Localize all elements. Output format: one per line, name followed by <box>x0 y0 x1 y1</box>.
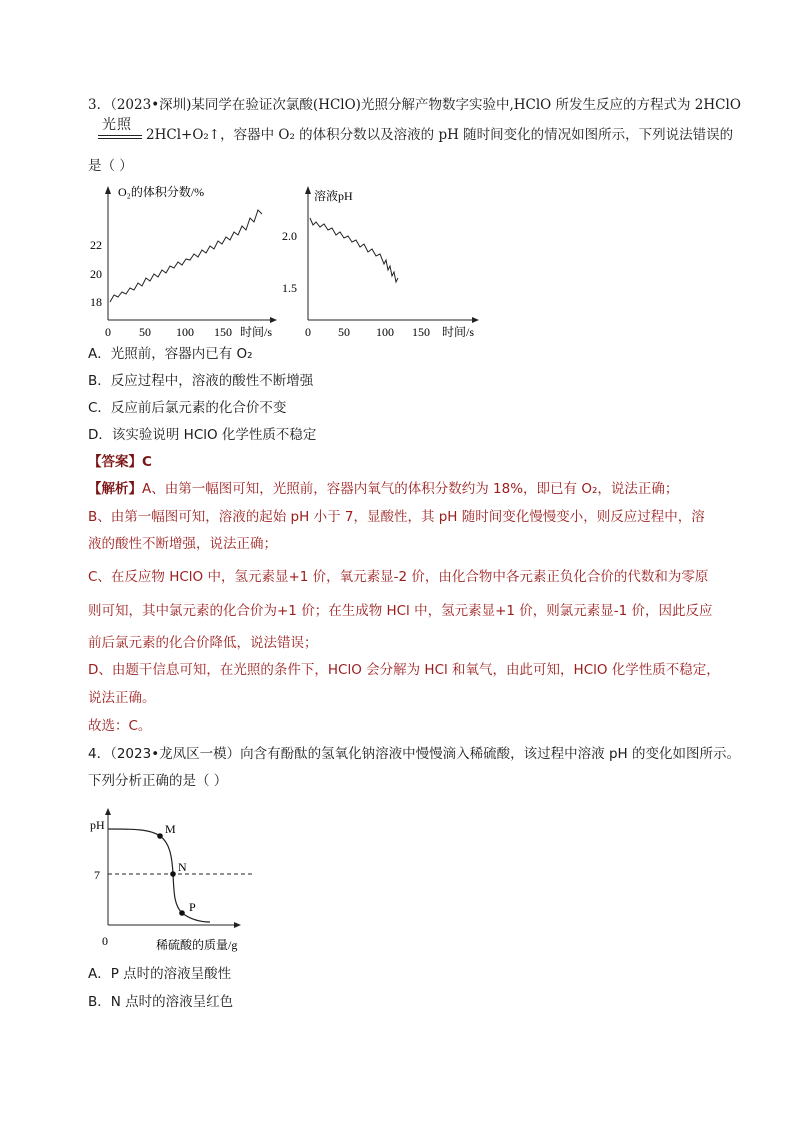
point-m-label: M <box>165 822 176 836</box>
q3-option-a[interactable]: A．光照前，容器内已有 O₂ <box>88 346 253 362</box>
y-tick-2-0: 2.0 <box>282 229 297 243</box>
answer-tag: 【答案】 <box>88 454 142 470</box>
x-tick-50: 50 <box>338 325 350 339</box>
y-axis-arrow <box>305 186 311 194</box>
y-axis-label: O₂的体积分数/% <box>118 185 205 199</box>
point-m-marker <box>157 833 163 839</box>
q4-stem-line1: 4．（2023•龙凤区一模）向含有酚酞的氢氧化钠溶液中慢慢滴入稀硫酸，该过程中溶液 pH 的变化如图所示。 <box>88 746 740 762</box>
analysis-line-5: 则可知，其中氯元素的化合价为+1 价；在生成物 HCl 中，氢元素显+1 价，则氯元素显-1 价，因此反应 <box>88 603 713 619</box>
x-axis-label: 时间/s <box>442 325 475 339</box>
x-axis-arrow <box>234 922 241 928</box>
analysis-line-3: 液的酸性不断增强，说法正确； <box>88 536 277 552</box>
analysis-line-6: 前后氯元素的化合价降低，说法错误； <box>88 635 318 651</box>
x-tick-150: 150 <box>412 325 430 339</box>
q3-option-c[interactable]: C．反应前后氯元素的化合价不变 <box>88 400 287 416</box>
reaction-condition: 光照 <box>102 117 132 133</box>
q4-stem-line2: 下列分析正确的是（ ） <box>88 773 228 789</box>
point-n-label: N <box>178 860 187 874</box>
x-axis-label: 时间/s <box>240 325 273 339</box>
point-p-marker <box>179 910 185 916</box>
x-tick-100: 100 <box>376 325 394 339</box>
x-tick-0: 0 <box>305 325 311 339</box>
reaction-arrow-line <box>98 135 142 136</box>
reaction-arrow-line-2 <box>98 138 142 139</box>
point-p-label: P <box>189 900 196 914</box>
answer-value: C <box>142 454 152 470</box>
q3-stem-line1: 3．（2023•深圳)某同学在验证次氯酸(HClO)光照分解产物数字实验中,HClO 所发生反应的方程式为 2HClO <box>88 97 741 113</box>
ph-series-line <box>310 218 398 282</box>
analysis-line-7: D、由题干信息可知，在光照的条件下，HClO 会分解为 HCl 和氧气，由此可知，HClO 化学性质不稳定， <box>88 662 720 678</box>
x-tick-50: 50 <box>139 325 151 339</box>
x-tick-0: 0 <box>105 325 111 339</box>
y-axis-label: pH <box>90 818 105 832</box>
analysis-line-2: B、由第一幅图可知，溶液的起始 pH 小于 7，显酸性，其 pH 随时间变化慢慢变小，则反应过程中，溶 <box>88 509 705 525</box>
x-axis-arrow <box>472 317 479 323</box>
analysis-line-4: C、在反应物 HClO 中，氢元素显+1 价，氧元素显-2 价，由化合物中各元素正负化合价的代数和为零原 <box>88 569 709 585</box>
y-tick-7: 7 <box>94 868 100 882</box>
analysis-line-1 <box>88 480 678 498</box>
o2-series-line <box>110 210 262 302</box>
answer-line <box>88 453 152 471</box>
analysis-line-8: 说法正确。 <box>88 690 156 706</box>
y-axis-arrow <box>105 808 111 815</box>
q4-option-a[interactable]: A．P 点时的溶液呈酸性 <box>88 966 232 982</box>
x-axis-label: 稀硫酸的质量/g <box>156 938 238 952</box>
o2-fraction-chart <box>80 180 280 340</box>
analysis-text-1: A、由第一幅图可知，光照前，容器内氧气的体积分数约为 18%，即已有 O₂，说法正确； <box>142 481 679 497</box>
q3-option-d[interactable]: D．该实验说明 HClO 化学性质不稳定 <box>88 427 317 443</box>
y-tick-1-5: 1.5 <box>282 281 297 295</box>
analysis-line-9: 故选：C。 <box>88 718 152 734</box>
origin-label: 0 <box>102 934 108 948</box>
x-axis-arrow <box>270 317 277 323</box>
ph-chart <box>282 180 492 340</box>
q4-option-b[interactable]: B．N 点时的溶液呈红色 <box>88 994 234 1010</box>
y-tick-18: 18 <box>90 295 102 309</box>
q3-stem-line2-text: 2HCl+O₂↑，容器中 O₂ 的体积分数以及溶液的 pH 随时间变化的情况如图所示，下列说法错误的 <box>146 127 734 143</box>
y-tick-20: 20 <box>90 267 102 281</box>
analysis-tag: 【解析】 <box>88 481 142 497</box>
y-axis-arrow <box>105 186 111 194</box>
q3-option-b[interactable]: B．反应过程中，溶液的酸性不断增强 <box>88 373 314 389</box>
y-tick-22: 22 <box>90 238 102 252</box>
point-n-marker <box>170 871 176 877</box>
x-tick-150: 150 <box>214 325 232 339</box>
x-tick-100: 100 <box>176 325 194 339</box>
titration-chart <box>88 805 268 955</box>
q3-stem-line3: 是（ ） <box>88 158 133 174</box>
y-axis-label: 溶液pH <box>314 189 353 203</box>
